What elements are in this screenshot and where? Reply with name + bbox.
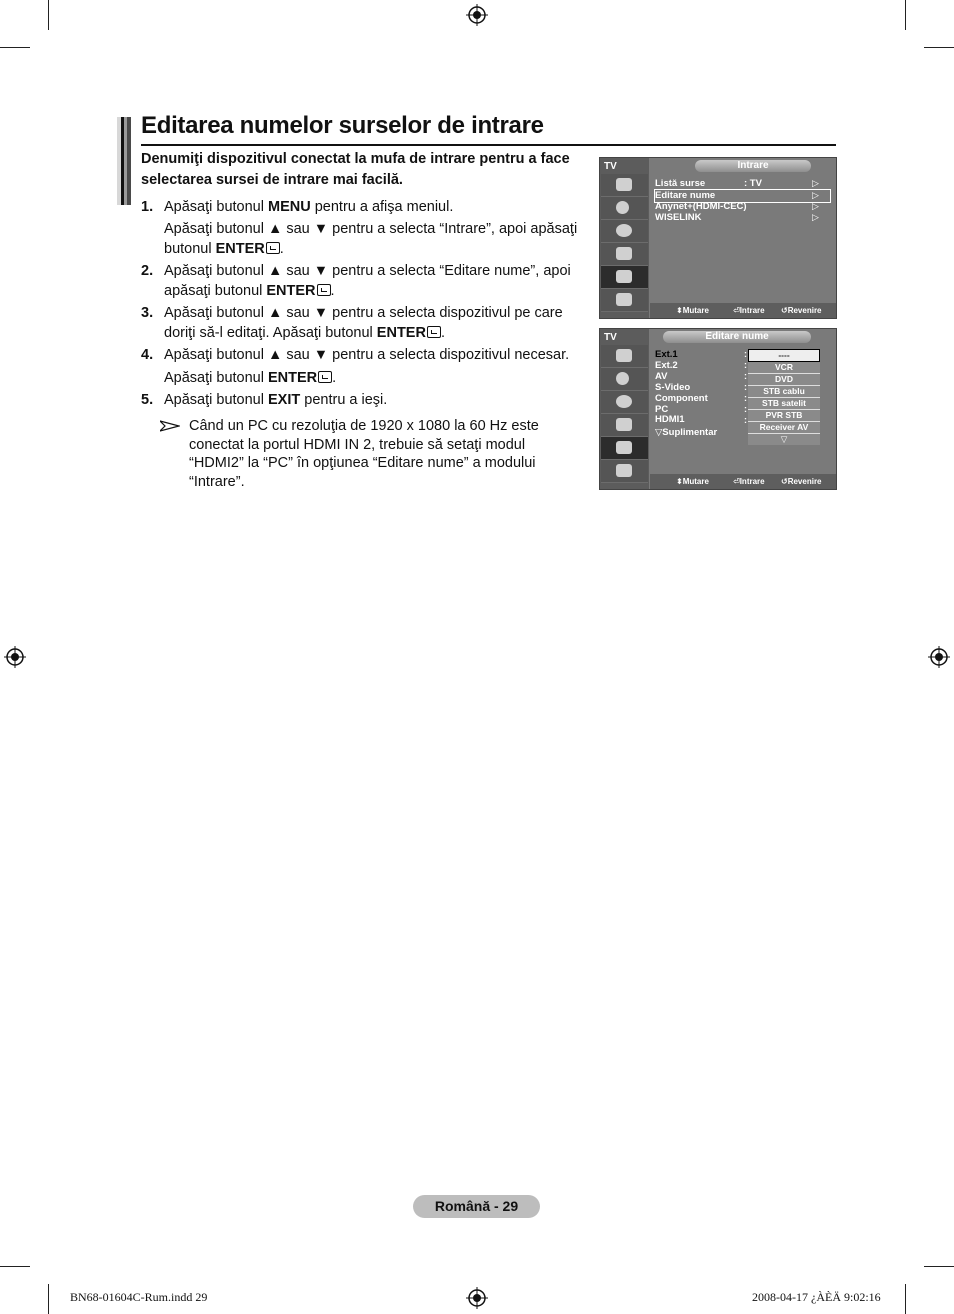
application-menu-icon	[601, 460, 648, 483]
osd-source-row: AV	[655, 371, 668, 382]
separator: : : : : : : :	[744, 349, 747, 425]
move-hint: ⬍ Mutare	[676, 477, 709, 486]
sound-menu-icon	[601, 197, 648, 220]
osd-input-menu	[599, 157, 837, 319]
input-menu-icon	[601, 437, 648, 460]
title-rule	[141, 144, 836, 146]
crop-mark	[48, 0, 49, 30]
key-label: ENTER	[215, 241, 265, 257]
submenu-arrow-icon: ▷	[812, 190, 819, 200]
step-2: 2. Apăsaţi butonul ▲ sau ▼ pentru a selecta “Editare nume”, apoi apăsaţi butonul ENTER .	[141, 263, 571, 299]
step-number: 4.	[141, 347, 154, 363]
picture-menu-icon	[601, 174, 648, 197]
registration-mark-icon	[466, 1287, 488, 1309]
return-hint: ↺ Revenire	[781, 477, 822, 486]
osd-source-row: Component	[655, 393, 708, 404]
setup-menu-icon	[601, 414, 648, 437]
osd-row: WISELINK	[655, 212, 702, 223]
picture-menu-icon	[601, 345, 648, 368]
osd-source-row: ▽Suplimentar	[655, 427, 718, 438]
osd-row: Listă surse : TV	[655, 178, 762, 189]
osd-tv-label: TV	[604, 332, 617, 343]
key-label: MENU	[268, 199, 311, 215]
name-option: VCR	[748, 362, 820, 374]
key-label: EXIT	[268, 392, 301, 408]
step-number: 2.	[141, 263, 154, 279]
print-footer-date: 2008-04-17 ¿ÀÈÄ 9:02:16	[752, 1290, 881, 1304]
enter-icon	[266, 242, 280, 254]
crop-mark	[924, 1266, 954, 1267]
step-number: 3.	[141, 305, 154, 321]
intro-text: Denumiţi dispozitivul conectat la mufa de intrare pentru a face selectarea sursei de intrare mai facilă.	[141, 151, 570, 188]
osd-source-row: PC	[655, 404, 669, 415]
step-number: 5.	[141, 392, 154, 408]
osd-footer	[650, 474, 836, 489]
osd-source-row: Ext.2	[655, 360, 678, 371]
submenu-arrow-icon: ▷	[812, 178, 819, 188]
key-label: ENTER	[268, 370, 318, 386]
channel-menu-icon	[601, 220, 648, 243]
osd-row: Anynet+(HDMI-CEC)	[655, 201, 747, 212]
step-1: 1. Apăsaţi butonul MENU pentru a afişa meniul. Apăsaţi butonul ▲ sau ▼ pentru a selecta “Intrare”, apoi apăsaţi butonul ENTER .	[141, 199, 578, 257]
sound-menu-icon	[601, 368, 648, 391]
name-option: ----	[748, 349, 820, 362]
crop-mark	[48, 1284, 49, 1314]
registration-mark-icon	[466, 4, 488, 26]
application-menu-icon	[601, 289, 648, 312]
enter-icon	[427, 326, 441, 338]
osd-header: Editare nume	[663, 331, 811, 343]
osd-source-row: HDMI1	[655, 414, 685, 425]
note	[160, 417, 580, 491]
osd-header: Intrare	[695, 160, 811, 172]
enter-hint: ⏎ Intrare	[733, 306, 765, 315]
key-label: ENTER	[376, 325, 426, 341]
crop-mark	[905, 0, 906, 30]
name-options-list	[748, 349, 820, 445]
step-5: 5. Apăsaţi butonul EXIT pentru a ieşi.	[141, 392, 388, 408]
step-number: 1.	[141, 199, 154, 215]
title-accent-bar	[117, 117, 131, 205]
name-option: STB cablu	[748, 386, 820, 398]
page-title: Editarea numelor surselor de intrare	[141, 112, 544, 139]
name-option: DVD	[748, 374, 820, 386]
osd-footer	[650, 303, 836, 318]
step-4: 4. Apăsaţi butonul ▲ sau ▼ pentru a selecta dispozitivul necesar. Apăsaţi butonul ENTER .	[141, 347, 570, 386]
osd-tv-label: TV	[604, 161, 617, 172]
crop-mark	[924, 47, 954, 48]
note-text: Când un PC cu rezoluţia de 1920 x 1080 la 60 Hz este conectat la portul HDMI IN 2, trebuie să setaţi modul “HDMI2” la “PC” în opţiunea “Editare nume” a modului “Intrare”.	[189, 418, 539, 490]
osd-row: Editare nume	[655, 190, 716, 201]
scroll-down-icon: ▽	[780, 434, 788, 444]
setup-menu-icon	[601, 243, 648, 266]
enter-icon	[317, 284, 331, 296]
note-arrow-icon	[160, 420, 180, 432]
print-footer-file: BN68-01604C-Rum.indd 29	[70, 1290, 208, 1304]
enter-hint: ⏎ Intrare	[733, 477, 765, 486]
crop-mark	[905, 1284, 906, 1314]
registration-mark-icon	[928, 646, 950, 668]
submenu-arrow-icon: ▷	[812, 212, 819, 222]
registration-mark-icon	[4, 646, 26, 668]
enter-icon	[318, 371, 332, 383]
osd-source-row: Ext.1	[655, 349, 678, 360]
input-menu-icon	[601, 266, 648, 289]
step-3: 3. Apăsaţi butonul ▲ sau ▼ pentru a selecta dispozitivul pe care doriţi să-l editaţi. Apăsaţi butonul ENTER .	[141, 305, 563, 341]
osd-source-row: S-Video	[655, 382, 691, 393]
page-number: Română - 29	[413, 1195, 540, 1218]
name-option: STB satelit	[748, 398, 820, 410]
submenu-arrow-icon: ▷	[812, 201, 819, 211]
channel-menu-icon	[601, 391, 648, 414]
crop-mark	[0, 1266, 30, 1267]
osd-edit-name-menu	[599, 328, 837, 490]
move-hint: ⬍ Mutare	[676, 306, 709, 315]
name-option: Receiver AV	[748, 422, 820, 434]
return-hint: ↺ Revenire	[781, 306, 822, 315]
crop-mark	[0, 47, 30, 48]
key-label: ENTER	[266, 283, 316, 299]
name-option: PVR STB	[748, 410, 820, 422]
